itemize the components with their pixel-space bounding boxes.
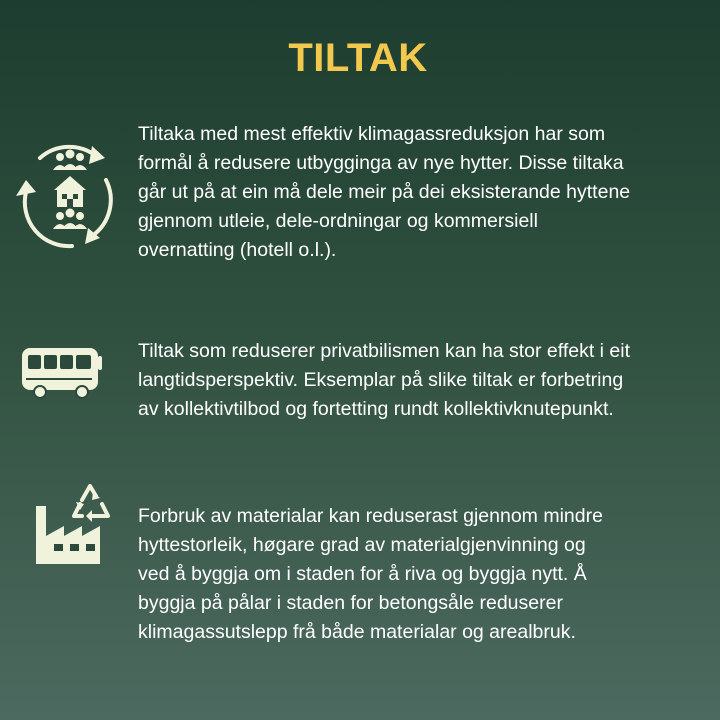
item-1-line: overnatting (hotell o.l.).	[138, 239, 337, 261]
cabin-sharing-cycle-icon	[10, 140, 120, 250]
item-3-line: ved å byggja om i staden for å riva og byggja nytt. Å	[138, 563, 587, 585]
item-3-text	[138, 502, 704, 647]
item-1-line: går ut på at ein må dele meir på dei eksisterande hyttene	[138, 181, 631, 203]
factory-recycle-icon	[30, 478, 112, 566]
item-3-line: byggja på pålar i staden for betongsåle reduserer	[138, 592, 563, 614]
item-3-line: hyttestorleik, høgare grad av materialgjenvinning og	[138, 534, 586, 556]
page-title: TILTAK	[288, 36, 428, 80]
item-2-line: langtidsperspektiv. Eksemplar på slike tiltak er forbetring	[138, 369, 624, 391]
item-1-text	[138, 120, 704, 265]
item-1-line: formål å redusere utbygginga av nye hytter. Disse tiltaka	[138, 152, 624, 174]
item-2-text	[138, 337, 704, 424]
item-1-line: gjennom utleie, dele-ordningar og kommersiell	[138, 210, 538, 232]
item-3-line: Forbruk av materialar kan reduserast gjennom mindre	[138, 505, 603, 527]
bus-icon	[20, 346, 104, 400]
item-2-line: Tiltak som reduserer privatbilismen kan ha stor effekt i eit	[138, 340, 631, 362]
item-3-line: klimagassutslepp frå både materialar og arealbruk.	[138, 621, 576, 643]
item-1-line: Tiltaka med mest effektiv klimagassreduksjon har som	[138, 123, 606, 145]
item-2-line: av kollektivtilbod og fortetting rundt kollektivknutepunkt.	[138, 398, 614, 420]
